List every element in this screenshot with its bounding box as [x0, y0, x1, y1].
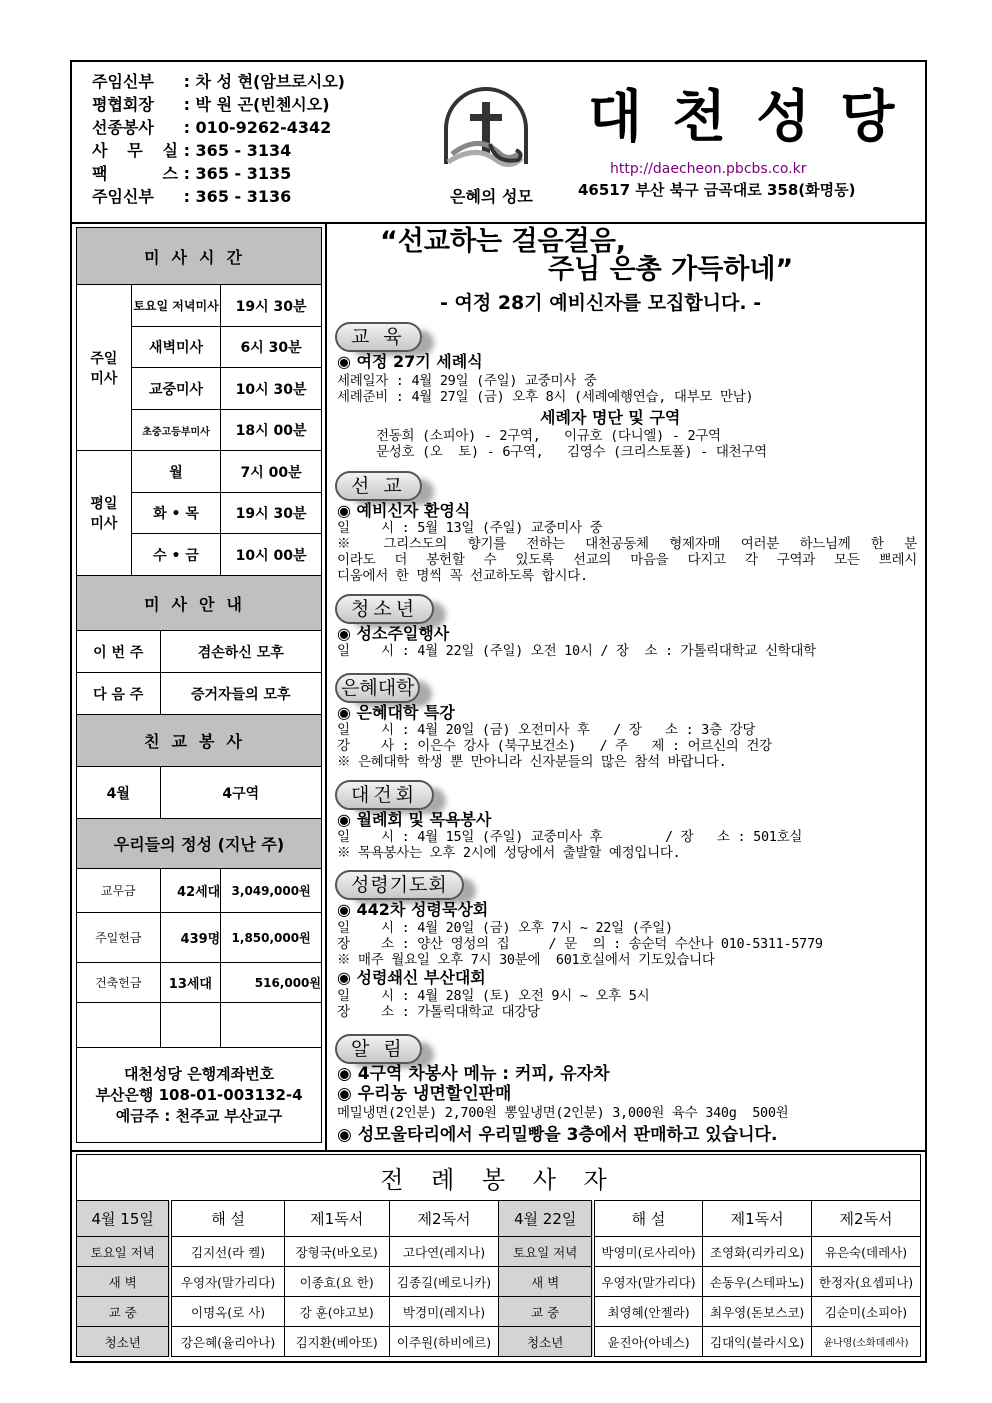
item-line: ※ 목욕봉사는 오후 2시에 성당에서 출발할 예정입니다. [337, 845, 681, 861]
column-header: 제1독서 [284, 1201, 389, 1237]
offering-amount: 3,049,000원 [221, 869, 322, 913]
mass-name: 토요일 저녁미사 [131, 285, 220, 327]
column-header: 해 설 [593, 1201, 703, 1237]
offering-amount: 1,850,000원 [221, 913, 322, 963]
mass-label: 토요일 저녁 [499, 1237, 593, 1267]
cross-wave-icon [438, 84, 534, 184]
church-logo [438, 84, 534, 188]
mass-name: 월 [131, 451, 220, 493]
server-name: 김순미(소피아) [812, 1297, 921, 1327]
contact-info: 주임신부 : 차 성 현(암브로시오) 평협회장 : 박 원 곤(빈첸시오) 선종봉사 : 010-9262-4342 사 무 실 : 365 - 3134 팩 스 : 365 - 3135 주임신부 : 365 - 3136 [92, 72, 345, 206]
table-row [77, 1327, 921, 1357]
server-name: 한정자(요셉피나) [812, 1267, 921, 1297]
item-heading: ◉ 예비신자 환영식 [337, 501, 471, 520]
bottom-divider [70, 1150, 927, 1152]
item-heading: ◉ 우리농 냉면할인판매 [337, 1084, 512, 1104]
section-tag-grace-college: 은혜대학 [335, 673, 420, 703]
item-line: 세례준비 : 4월 27일 (금) 오후 8시 (세례예행연습, 대부모 만남) [337, 389, 754, 405]
logo-caption: 은혜의 성모 [450, 187, 533, 206]
empty-cell [221, 1003, 322, 1048]
item-line: 일 시 : 4월 15일 (주일) 교중미사 후 / 장 소 : 501호실 [337, 829, 803, 845]
item-line: 디움에서 한 명씩 꼭 선교하도록 합시다. [337, 568, 588, 584]
item-heading: ◉ 성소주일행사 [337, 624, 450, 643]
date-header: 4월 15일 [77, 1201, 171, 1237]
item-line: 일 시 : 4월 28일 (토) 오전 9시 ~ 오후 5시 [337, 988, 650, 1004]
item-line: 장 소 : 가톨릭대학교 대강당 [337, 1004, 540, 1020]
mass-time: 10시 00분 [221, 534, 322, 576]
item-heading: ◉ 여정 27기 세례식 [337, 352, 483, 371]
section-tag-daegun: 대건회 [335, 780, 434, 810]
mass-label: 청소년 [77, 1327, 171, 1357]
item-line: ※ 그리스도의 향기를 전하는 대천공동체 형제자매 여러분 하느님께 한 분 [337, 536, 917, 552]
item-subheading: 세례자 명단 및 구역 [540, 408, 681, 427]
server-name: 강은혜(율리아나) [170, 1327, 284, 1357]
offering-count: 13세대 [160, 963, 221, 1003]
column-header: 제2독서 [812, 1201, 921, 1237]
item-line: 일 시 : 4월 20일 (금) 오전미사 후 / 장 소 : 3층 강당 [337, 722, 756, 738]
mass-time: 19시 30분 [221, 493, 322, 534]
bank-holder: 예금주 : 천주교 부산교구 [115, 1106, 283, 1125]
bank-account: 부산은행 108-01-003132-4 [95, 1085, 303, 1104]
server-name: 김종길(베로니카) [389, 1267, 499, 1297]
mass-label: 새 벽 [77, 1267, 171, 1297]
offering-amount: 516,000원 [221, 963, 322, 1003]
church-name: 대천성당 [588, 85, 925, 150]
section-tag-youth: 청소년 [335, 594, 434, 624]
item-line: 문성호 (오 토) - 6구역, 김영수 (크리스토폴) - 대천구역 [376, 444, 767, 460]
table-row [77, 1267, 921, 1297]
mass-name: 교중미사 [131, 368, 220, 410]
offering-count: 42세대 [160, 869, 221, 913]
empty-cell [77, 1003, 161, 1048]
column-header: 제2독서 [389, 1201, 499, 1237]
fellowship-title: 친교봉사 [77, 715, 322, 767]
offering-type: 교무금 [77, 869, 161, 913]
column-header: 해 설 [170, 1201, 284, 1237]
item-line: 이라도 더 봉헌할 수 있도록 선교의 마음을 다지고 각 구역과 모든 쁘레시 [337, 552, 917, 568]
empty-cell [160, 1003, 221, 1048]
server-name: 박경미(레지나) [389, 1297, 499, 1327]
guide-value: 증거자들의 모후 [160, 673, 321, 715]
fellowship-month: 4월 [77, 767, 161, 819]
item-heading: ◉ 월례회 및 목욕봉사 [337, 810, 492, 829]
mass-name: 새벽미사 [131, 327, 220, 368]
liturgy-title: 전 례 봉 사 자 [77, 1155, 921, 1201]
mass-time: 18시 00분 [221, 410, 322, 451]
mass-label: 새 벽 [499, 1267, 593, 1297]
mass-label: 청소년 [499, 1327, 593, 1357]
bank-title: 대천성당 은행계좌번호 [123, 1064, 275, 1083]
server-name: 손동우(스테파노) [703, 1267, 812, 1297]
item-line: 메밀냉면(2인분) 2,700원 뽕잎냉면(2인분) 3,000원 육수 340g 500원 [337, 1105, 789, 1121]
item-heading: ◉ 성모울타리에서 우리밀빵을 3층에서 판매하고 있습니다. [337, 1125, 778, 1145]
item-line: 일 시 : 5월 13일 (주일) 교중미사 중 [337, 520, 603, 536]
section-tag-education: 교 육 [335, 322, 422, 352]
headline-subtitle: - 여정 28기 예비신자를 모집합니다. - [440, 292, 762, 314]
server-name: 최우영(돈보스코) [703, 1297, 812, 1327]
header-divider [70, 222, 927, 224]
server-name: 우영자(말가리다) [170, 1267, 284, 1297]
offering-type: 주일헌금 [77, 913, 161, 963]
section-tag-notice: 알 림 [335, 1034, 422, 1064]
church-address: 46517 부산 북구 금곡대로 358(화명동) [578, 181, 856, 199]
section-tag-mission: 선 교 [335, 471, 422, 501]
offering-type: 건축헌금 [77, 963, 161, 1003]
column-header: 제1독서 [703, 1201, 812, 1237]
server-name: 이명옥(로 사) [170, 1297, 284, 1327]
mass-label: 교 중 [77, 1297, 171, 1327]
item-heading: ◉ 442차 성령묵상회 [337, 900, 489, 919]
server-name: 우영자(말가리다) [593, 1267, 703, 1297]
item-line: 세례일자 : 4월 29일 (주일) 교중미사 중 [337, 373, 597, 389]
mass-time: 19시 30분 [221, 285, 322, 327]
liturgy-header-row [77, 1201, 921, 1237]
item-line: 일 시 : 4월 20일 (금) 오후 7시 ~ 22일 (주일) [337, 920, 673, 936]
item-line: 장 소 : 양산 영성의 집 / 문 의 : 송순덕 수산나 010-5311-5779 [337, 936, 823, 952]
item-heading: ◉ 4구역 차봉사 메뉴 : 커피, 유자차 [337, 1064, 610, 1084]
mass-time: 10시 30분 [221, 368, 322, 410]
item-heading: ◉ 은혜대학 특강 [337, 703, 455, 722]
server-name: 김지환(베아또) [284, 1327, 389, 1357]
church-url[interactable]: http://daecheon.pbcbs.co.kr [610, 161, 807, 177]
mass-name: 초중고등부미사 [131, 410, 220, 451]
item-heading: ◉ 성령쇄신 부산대회 [337, 968, 486, 987]
table-row [77, 1297, 921, 1327]
mass-schedule-table [76, 227, 322, 1143]
server-name: 김대익(블라시오) [703, 1327, 812, 1357]
server-name: 윤진아(아녜스) [593, 1327, 703, 1357]
mass-name: 수 • 금 [131, 534, 220, 576]
item-line: 전동희 (소피아) - 2구역, 이규호 (다니엘) - 2구역 [376, 428, 721, 444]
mass-guide-title: 미사안내 [77, 576, 322, 631]
guide-label: 이 번 주 [77, 631, 161, 673]
server-name: 윤나영(소화데레사) [812, 1327, 921, 1357]
server-name: 최영혜(안젤라) [593, 1297, 703, 1327]
server-name: 이주원(하비에르) [389, 1327, 499, 1357]
item-line: 일 시 : 4월 22일 (주일) 오전 10시 / 장 소 : 가톨릭대학교 신학대학 [337, 643, 816, 659]
column-divider [325, 222, 327, 1150]
server-name: 유은숙(데레사) [812, 1237, 921, 1267]
offering-count: 439명 [160, 913, 221, 963]
server-name: 고다연(레지나) [389, 1237, 499, 1267]
item-line: ※ 은혜대학 학생 뿐 만아니라 신자분들의 많은 참석 바랍니다. [337, 754, 727, 770]
liturgy-servers-table [76, 1154, 921, 1357]
mass-name: 화 • 목 [131, 493, 220, 534]
item-line: ※ 매주 월요일 오후 7시 30분에 601호실에서 기도있습니다 [337, 952, 715, 968]
bank-account-info [77, 1048, 322, 1143]
headline-line1: “선교하는 걸음걸음, [380, 226, 627, 257]
mass-time: 7시 00분 [221, 451, 322, 493]
server-name: 강 훈(야고보) [284, 1297, 389, 1327]
server-name: 장형국(바오로) [284, 1237, 389, 1267]
guide-label: 다 음 주 [77, 673, 161, 715]
server-name: 박영미(로사리아) [593, 1237, 703, 1267]
date-header: 4월 22일 [499, 1201, 593, 1237]
offering-title: 우리들의 정성 (지난 주) [77, 819, 322, 869]
item-line: 강 사 : 이은수 강사 (북구보건소) / 주 제 : 어르신의 건강 [337, 738, 772, 754]
server-name: 이종효(요 한) [284, 1267, 389, 1297]
mass-label: 토요일 저녁 [77, 1237, 171, 1267]
fellowship-group: 4구역 [160, 767, 321, 819]
weekday-mass-label: 평일 미사 [77, 451, 132, 576]
mass-label: 교 중 [499, 1297, 593, 1327]
guide-value: 겸손하신 모후 [160, 631, 321, 673]
section-tag-holy-spirit: 성령기도회 [335, 870, 464, 900]
server-name: 김지선(라 켈) [170, 1237, 284, 1267]
mass-time: 6시 30분 [221, 327, 322, 368]
server-name: 조영화(리카리오) [703, 1237, 812, 1267]
table-row [77, 1237, 921, 1267]
sunday-mass-label: 주일 미사 [77, 285, 132, 451]
mass-time-title: 미사시간 [77, 228, 322, 285]
headline-line2: 주님 은총 가득하네” [548, 254, 794, 285]
